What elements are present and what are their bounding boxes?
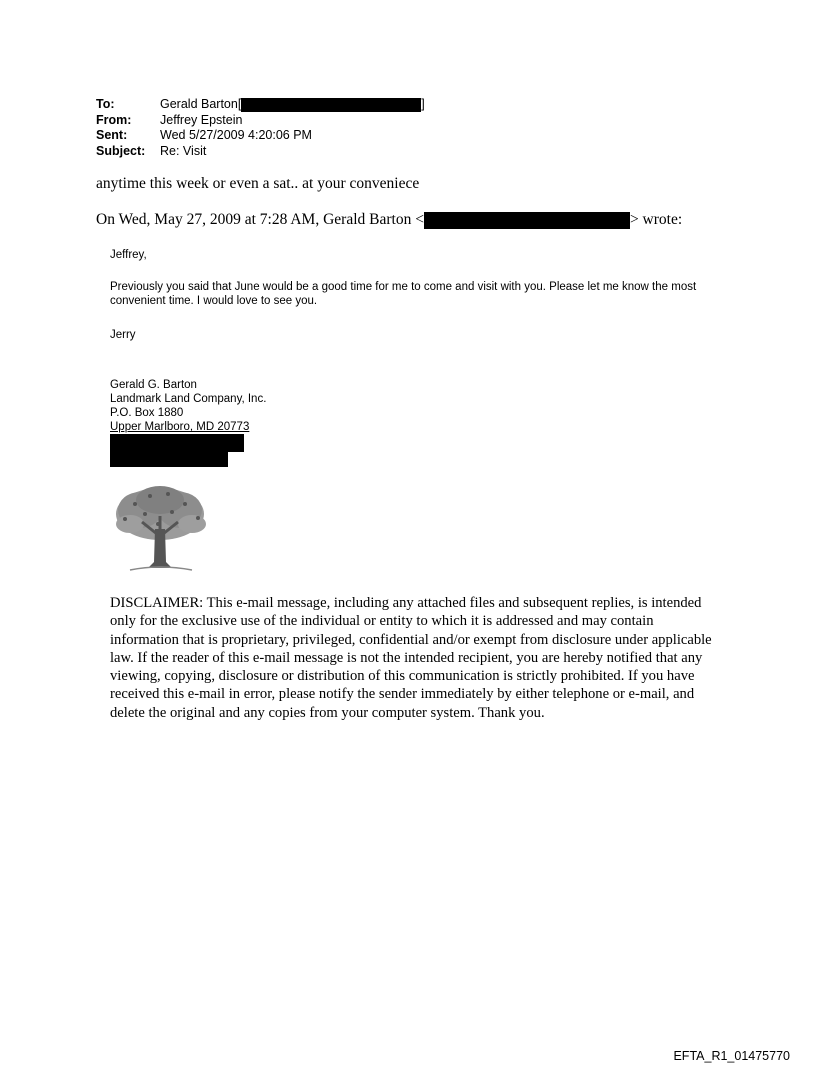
quote-attribution: [96, 210, 682, 230]
quote-attribution-suffix: > wrote:: [629, 211, 683, 228]
to-name: Gerald Barton[: [160, 97, 242, 111]
subject-label: Subject:: [96, 143, 146, 158]
document-id: EFTA_R1_01475770: [673, 1049, 790, 1063]
from-row: [96, 113, 425, 129]
signature-po-box: P.O. Box 1880: [110, 407, 184, 419]
signature-city: Upper Marlboro, MD 20773: [110, 421, 250, 433]
quoted-greeting: Jeffrey,: [110, 249, 147, 261]
to-close: ]: [421, 97, 425, 111]
to-value: [160, 97, 425, 113]
quoted-signoff: Jerry: [110, 329, 136, 341]
sent-row: [96, 128, 425, 144]
disclaimer-text: DISCLAIMER: This e-mail message, including any attached files and subsequent replies, is intended only for the exclusive use of the individual or entity to which it is addressed and may contain information that is proprietary, privileged, confidential and/or exempt from disclosure under applicable law. If the reader of this e-mail message is not the intended recipient, you are hereby notified that any viewing, copying, disclosure or distribution of this communication is strictly prohibited. If you have received this e-mail in error, please notify the sender immediately by either telephone or e-mail, and delete the original and any copies from your computer system. Thank you.: [110, 595, 712, 721]
from-label: From:: [96, 112, 132, 127]
signature-block: [110, 378, 266, 434]
to-label: To:: [96, 97, 115, 111]
redaction-box: [110, 450, 228, 467]
sent-value: Wed 5/27/2009 4:20:06 PM: [160, 128, 312, 142]
reply-text: anytime this week or even a sat.. at your conveniece: [96, 175, 420, 192]
signature-name: Gerald G. Barton: [110, 379, 197, 391]
subject-value: Re: Visit: [160, 143, 207, 158]
to-row: [96, 97, 425, 113]
quote-attribution-prefix: On Wed, May 27, 2009 at 7:28 AM, Gerald Barton <: [96, 211, 424, 228]
sent-label: Sent:: [96, 128, 128, 142]
quoted-body: Previously you said that June would be a good time for me to come and visit with you. Please let me know the most convenient time. I would love to see you.: [110, 281, 697, 307]
tree-logo-icon: [110, 484, 210, 574]
redaction-box: [241, 98, 421, 112]
subject-row: [96, 144, 425, 160]
from-value: Jeffrey Epstein: [160, 112, 243, 127]
email-header: [96, 97, 425, 159]
redaction-box: [424, 212, 630, 229]
signature-company: Landmark Land Company, Inc.: [110, 393, 267, 405]
